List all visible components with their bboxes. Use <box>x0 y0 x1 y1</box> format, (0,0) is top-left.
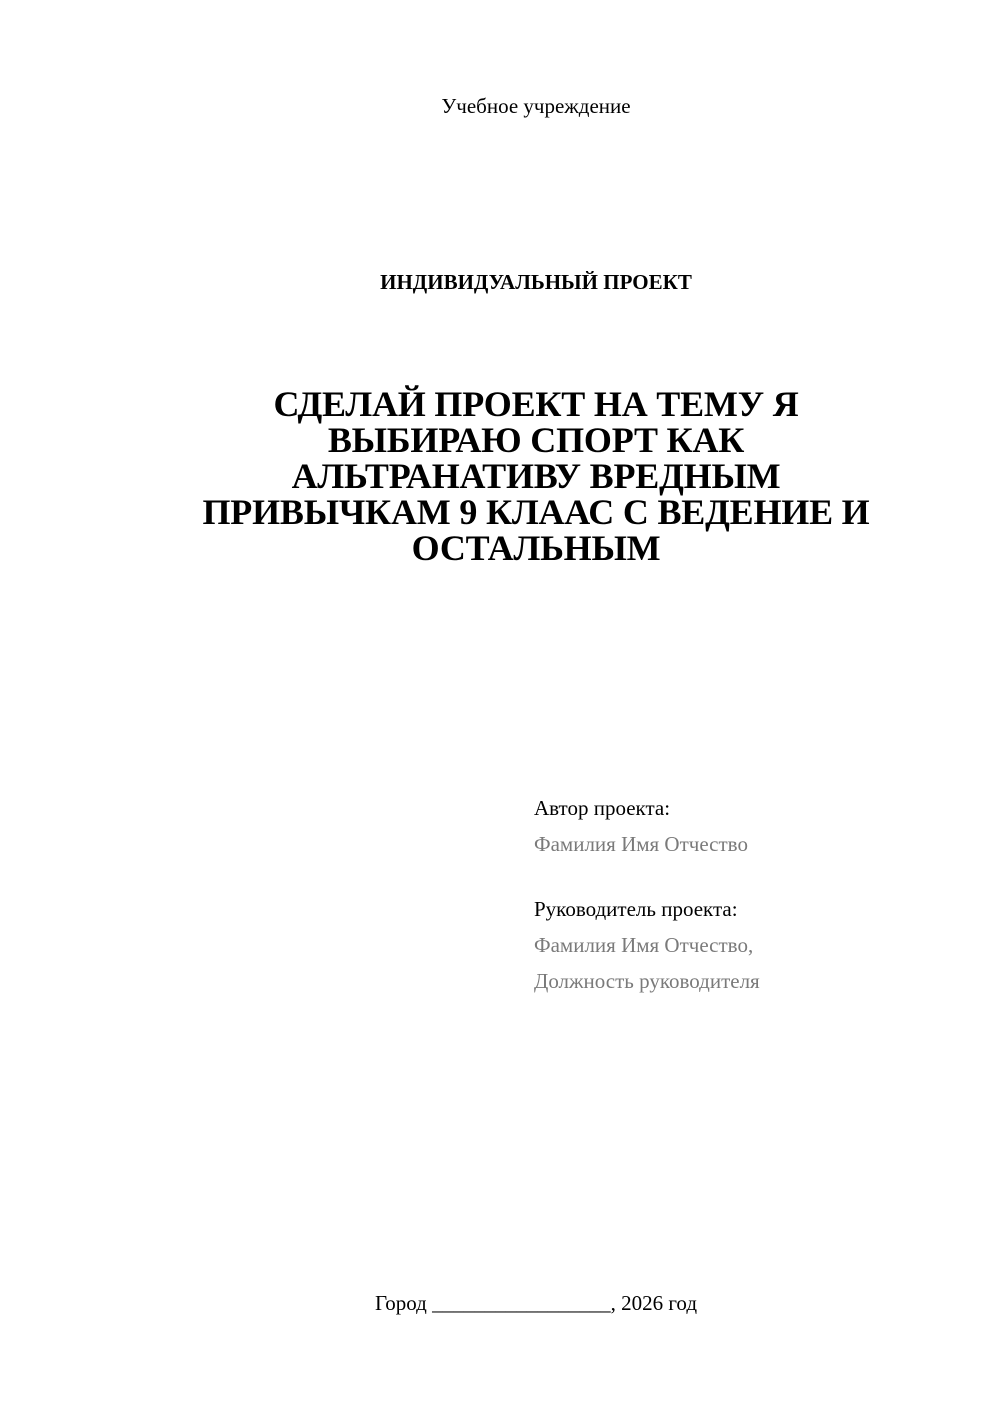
project-title-line: ВЫБИРАЮ СПОРТ КАК <box>327 420 745 460</box>
project-title-line: СДЕЛАЙ ПРОЕКТ НА ТЕМУ Я <box>273 384 799 424</box>
supervisor-position: Должность руководителя <box>534 969 760 993</box>
author-label: Автор проекта: <box>534 796 671 820</box>
supervisor-name: Фамилия Имя Отчество, <box>534 933 754 957</box>
project-title <box>160 386 912 566</box>
institution-name: Учебное учреждение <box>441 94 631 118</box>
author-block <box>534 790 954 862</box>
author-name: Фамилия Имя Отчество <box>534 832 748 856</box>
supervisor-label: Руководитель проекта: <box>534 897 738 921</box>
project-title-line: АЛЬТРАНАТИВУ ВРЕДНЫМ <box>291 456 781 496</box>
supervisor-block <box>534 891 954 999</box>
city-year-line: Город _________________, 2026 год <box>374 1291 698 1315</box>
project-title-line: ОСТАЛЬНЫМ <box>411 528 661 568</box>
project-title-line: ПРИВЫЧКАМ 9 КЛААС С ВЕДЕНИЕ И <box>202 492 870 532</box>
project-type-heading: ИНДИВИДУАЛЬНЫЙ ПРОЕКТ <box>380 270 692 294</box>
